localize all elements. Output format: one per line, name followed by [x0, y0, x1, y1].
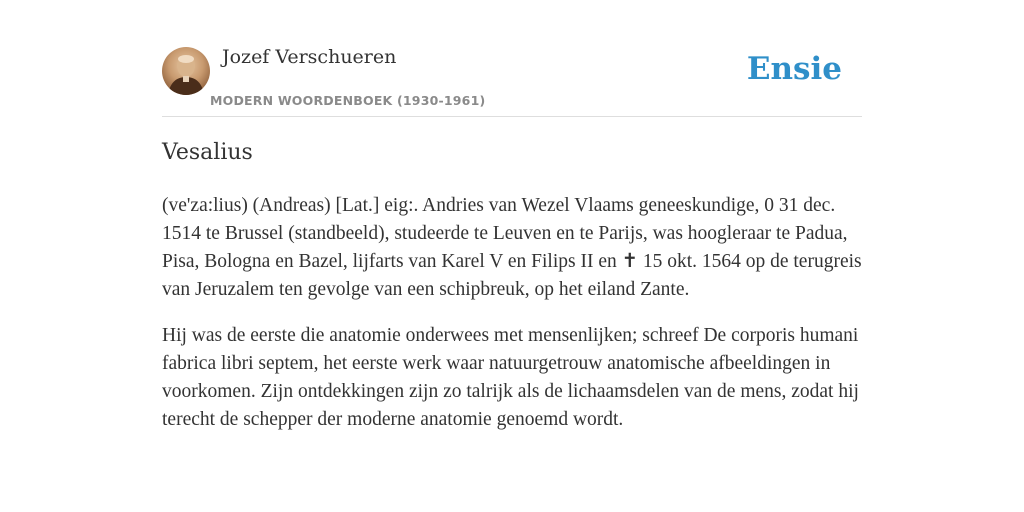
author-avatar[interactable]	[162, 47, 210, 95]
entry-paragraph: (ve'za:lius) (Andreas) [Lat.] eig:. Andries van Wezel Vlaams geneeskundige, 0 31 dec. 1514 te Brussel (standbeeld), studeerde te Leuven en te Parijs, was hoogleraar te Padua, Pisa, Bologna en Bazel, lijfarts van Karel V en Filips II en ✝ 15 okt. 1564 op de terugreis van Jeruzalem ten gevolge van een schipbreuk, op het eiland Zante.	[162, 195, 862, 300]
entry-header	[162, 44, 862, 117]
entry-paragraph: Hij was de eerste die anatomie onderwees met mensenlijken; schreef De corporis humani fabrica libri septem, het eerste werk waar natuurgetrouw anatomische afbeeldingen in voorkomen. Zijn ontdekkingen zijn zo talrijk als de lichaamsdelen van de mens, zodat hij terecht de schepper der moderne anatomie genoemd wordt.	[162, 325, 859, 430]
source-dictionary[interactable]: MODERN WOORDENBOEK (1930-1961)	[210, 93, 486, 108]
author-name[interactable]: Jozef Verschueren	[222, 46, 397, 68]
ensie-logo[interactable]: Ensie	[746, 51, 842, 87]
portrait-icon	[162, 47, 210, 95]
entry-body	[162, 192, 862, 452]
entry-title: Vesalius	[162, 140, 253, 165]
